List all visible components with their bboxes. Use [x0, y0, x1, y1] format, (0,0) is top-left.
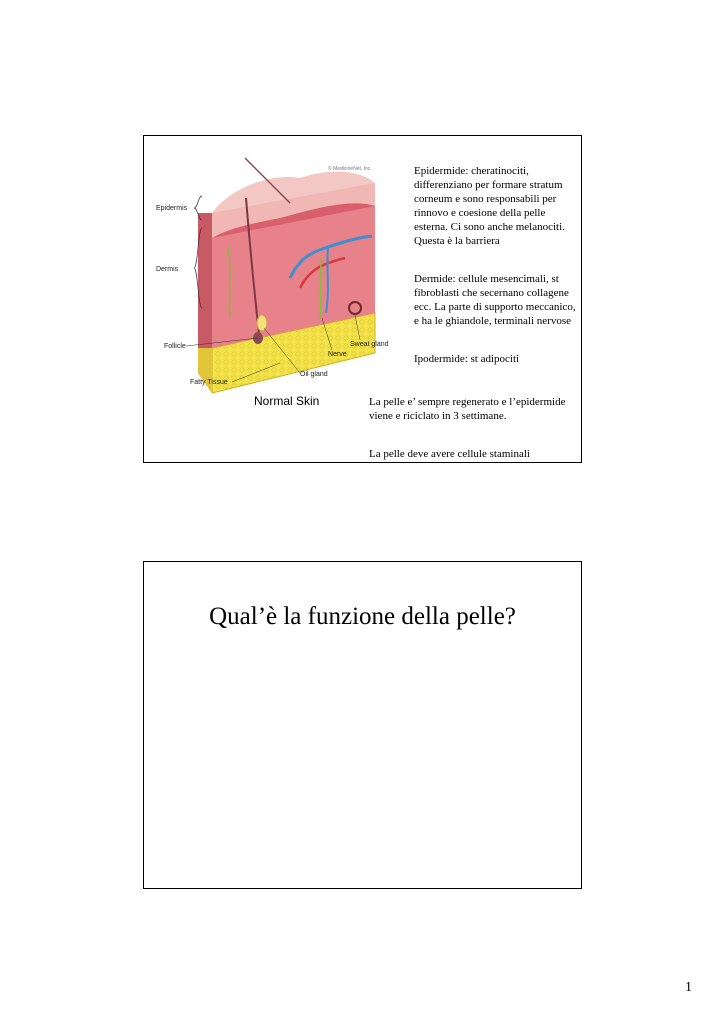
page-number: 1: [685, 980, 692, 995]
label-fatty-tissue: Fatty Tissue: [190, 379, 228, 386]
copyright-text: © MedicineNet, Inc.: [328, 166, 372, 172]
label-sweat-gland: Sweat gland: [350, 341, 389, 348]
slide-1: [143, 135, 582, 463]
label-follicle: Follicle: [164, 343, 186, 350]
paragraph-rigenerazione: La pelle e’ sempre regenerato e l’epidermide viene e riciclato in 3 settimane.: [369, 396, 566, 422]
label-oil-gland: Oil gland: [300, 371, 328, 378]
paragraph-epidermide: Epidermide: cheratinociti, differenziano per formare stratum corneum e sono responsabili per rinnovo e coesione della pelle esterna. Ci sono anche melanociti. Questa è la barriera: [414, 165, 565, 247]
label-dermis: Dermis: [156, 266, 179, 273]
label-nerve: Nerve: [328, 351, 347, 358]
figure-caption: Normal Skin: [254, 394, 320, 408]
skin-diagram: [150, 158, 389, 438]
paragraph-ipodermide: Ipodermide: st adipociti: [414, 353, 520, 365]
label-epidermis: Epidermis: [156, 205, 188, 212]
paragraph-dermide: Dermide: cellule mesencimali, st fibroblasti che secernano collagene ecc. La parte di supporto meccanico, e ha le ghiandole, terminali nervose: [414, 273, 576, 327]
paragraph-staminali: La pelle deve avere cellule staminali: [369, 448, 530, 460]
slide-title: Qual’è la funzione della pelle?: [209, 603, 516, 630]
slide-2: [143, 561, 582, 889]
